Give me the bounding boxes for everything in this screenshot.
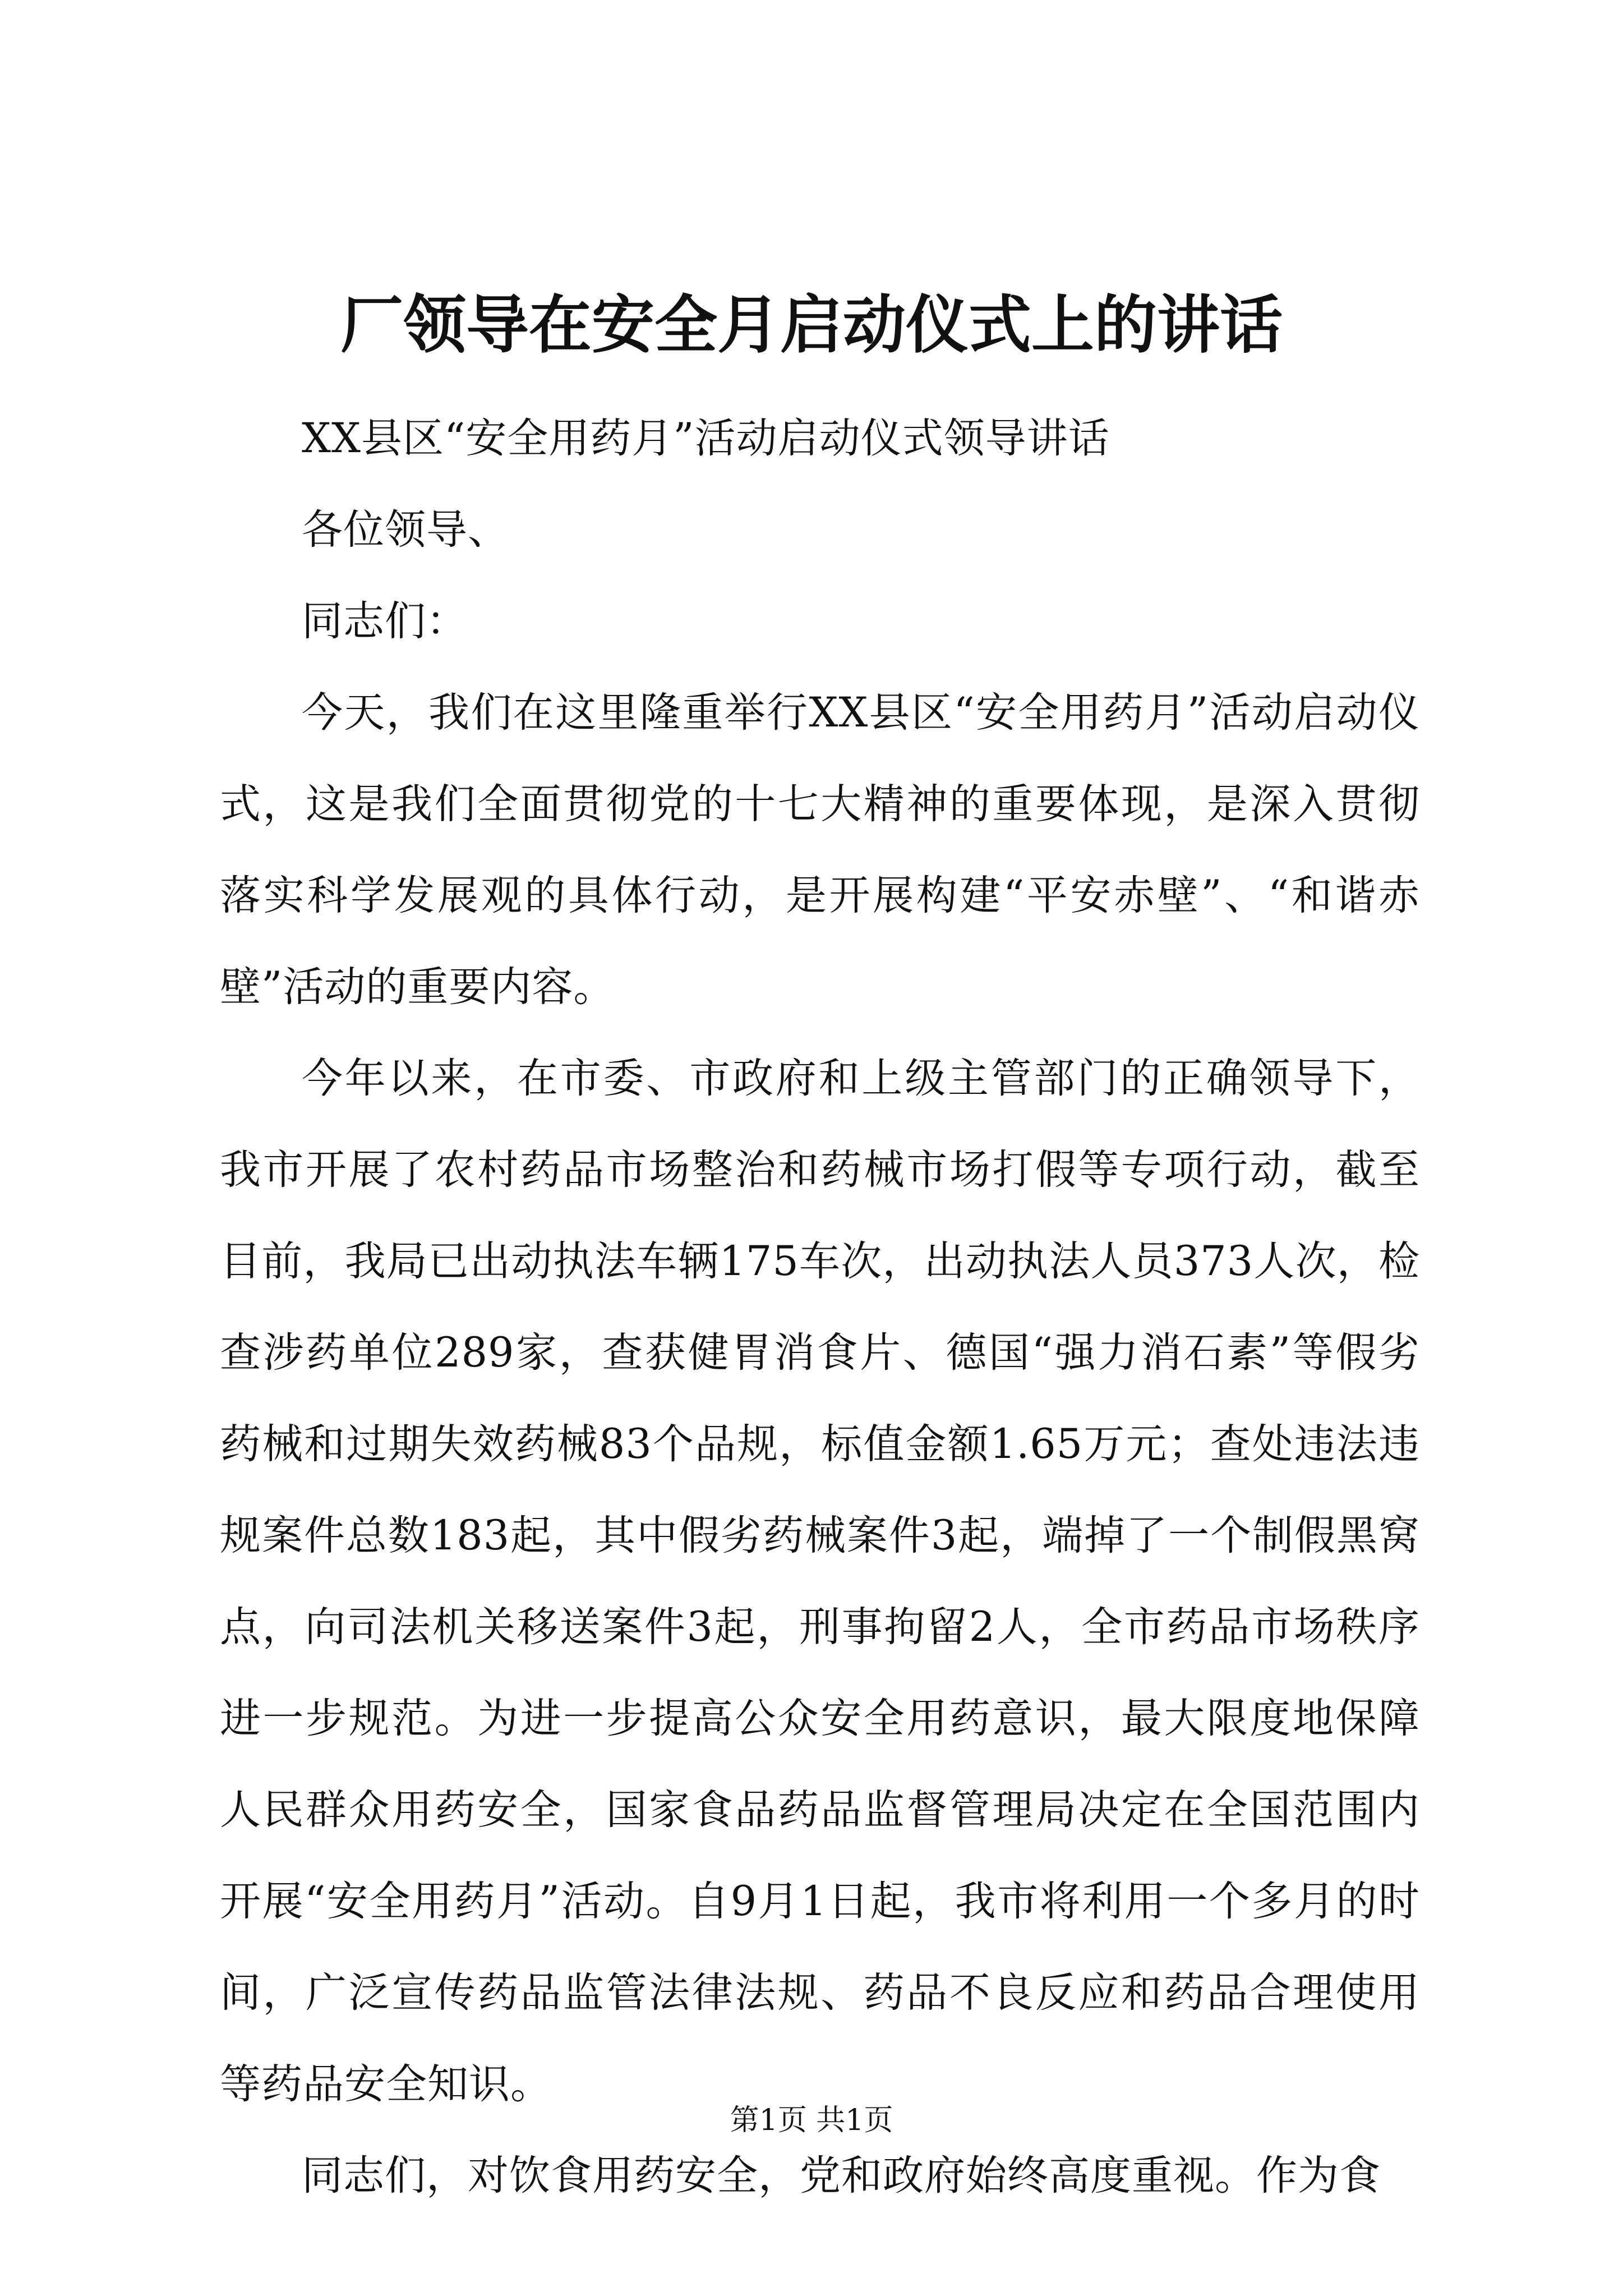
- page-indicator: 第1页 共1页: [730, 2104, 893, 2137]
- body-paragraph: 同志们，对饮食用药安全，党和政府始终高度重视。作为食: [302, 2152, 1381, 2200]
- document-body: [220, 393, 1420, 2221]
- salutation-comrades: 同志们：: [302, 597, 468, 645]
- document-title: 厂领导在安全月启动仪式上的讲话: [340, 288, 1283, 362]
- subtitle-paragraph: XX县区“安全用药月”活动启动仪式领导讲话: [302, 415, 1110, 462]
- body-paragraph: 今天，我们在这里隆重举行XX县区“安全用药月”活动启动仪式，这是我们全面贯彻党的十七大精神的重要体现，是深入贯彻落实科学发展观的具体行动，是开展构建“平安赤壁”、“和谐赤壁”活动的重要内容。: [220, 689, 1420, 1011]
- page-footer: [0, 2101, 1623, 2140]
- salutation-leaders: 各位领导、: [302, 506, 509, 554]
- body-paragraph: 今年以来，在市委、市政府和上级主管部门的正确领导下，我市开展了农村药品市场整治和药械市场打假等专项行动，截至目前，我局已出动执法车辆175车次，出动执法人员373人次，检查涉药单位289家，查获健胃消食片、德国“强力消石素”等假劣药械和过期失效药械83个品规，标值金额1.65万元；查处违法违规案件总数183起，其中假劣药械案件3起，端掉了一个制假黑窝点，向司法机关移送案件3起，刑事拘留2人，全市药品市场秩序进一步规范。为进一步提高公众安全用药意识，最大限度地保障人民群众用药安全，国家食品药品监督管理局决定在全国范围内开展“安全用药月”活动。自9月1日起，我市将利用一个多月的时间，广泛宣传药品监管法律法规、药品不良反应和药品合理使用等药品安全知识。: [220, 1055, 1420, 2108]
